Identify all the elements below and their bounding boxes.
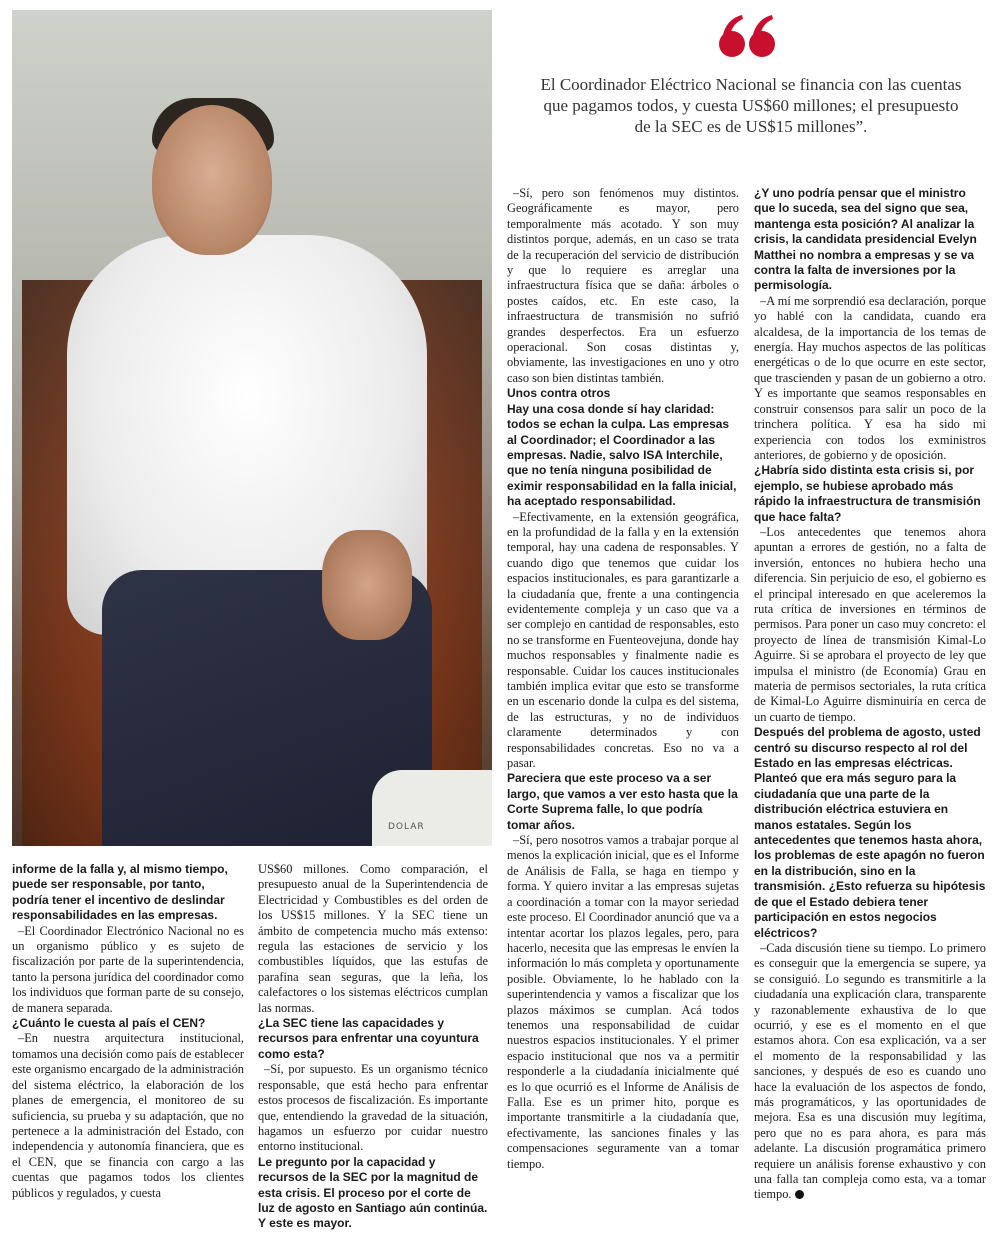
answer-paragraph: –Los antecedentes que tenemos ahora apuntan a errores de gestión, no a falta de inversión, entonces no hubiera hecho una diferencia. Sin perjuicio de eso, el gobierno es el principal interesado en que aceleremos la ruta crítica de inversiones en términos de permisos. Para poner un caso muy concreto: el proyecto de línea de transmisión Kimal-Lo Aguirre. Si se aprobara el proyecto de ley que impulsa el ministro (de Economía) Grau en materia de permisos sectoriales, la ruta crítica de Kimal-Lo Aguirre disminuiría en cerca de un cuarto de tiempo. <box>754 524 986 724</box>
question-text: ¿Cuánto le cuesta al país el CEN? <box>12 1016 206 1031</box>
question-text: informe de la falla y, al mismo tiempo, puede ser responsable, por tanto, podría tener el incentivo de deslindar responsabilidades en las empresas. <box>12 862 228 923</box>
article-column-1 <box>12 862 244 1201</box>
question-text: Pareciera que este proceso va a ser largo, que vamos a ver esto hasta que la Corte Suprema falle, lo que podría tomar años. <box>507 771 738 832</box>
photo-corner-text: DOLAR <box>388 822 425 832</box>
answer-paragraph: –A mí me sorprendió esa declaración, porque yo hablé con la candidata, cuando era alcaldesa, de la importancia de los temas de energía. Hay muchos aspectos de las políticas energéticas o de lo que ocurre en este sector, que trascienden y pasan de un gobierno a otro. Y es importante que seamos responsables en construir consensos para salir un poco de la trinchera política. Y esa ha sido mi experiencia con todos los exministros anteriores, de gobierno y de oposición. <box>754 293 986 462</box>
interview-photo <box>12 10 492 846</box>
answer-paragraph: US$60 millones. Como comparación, el presupuesto anual de la Superintendencia de Electricidad y Combustibles es del orden de los US$15 millones. Y la SEC tiene un ámbito de competencia mucho más extenso: regula las estaciones de servicio y los combustibles líquidos, que las estufas de parafina sean seguras, que la leña, los calefactores o los sistemas eléctricos cumplan las normas. <box>258 862 488 1015</box>
side-table <box>372 770 492 846</box>
answer-paragraph: –En nuestra arquitectura institucional, tomamos una decisión como país de establecer este organismo encargado de la administración del sistema eléctrico, la elaboración de los planes de emergencia, el monitoreo de su suficiencia, su prueba y su adaptación, que no pertenece a la administración del Estado, con independencia y autonomía financiera, que es el CEN, que se financia con cargo a las cuentas que pagamos todos los clientes públicos y regulados, y cuesta <box>12 1031 244 1200</box>
article-column-2 <box>258 862 488 1232</box>
article-column-4 <box>754 186 986 1203</box>
question-text: Le pregunto por la capacidad y recursos de la SEC por la magnitud de esta crisis. El proceso por el corte de luz de agosto en Santiago aún continúa. Y este es mayor. <box>258 1154 488 1231</box>
question-text: ¿Habría sido distinta esta crisis si, por ejemplo, se hubiese aprobado más rápido la infraestructura de transmisión que hace falta? <box>754 463 981 524</box>
article-end-icon <box>795 1190 804 1199</box>
answer-paragraph: –Cada discusión tiene su tiempo. Lo primero es conseguir que la emergencia se supere, ya se consiguió. Lo segundo es transmitirle a la ciudadanía una explicación clara, transparente y razonablemente exhaustiva de lo que ocurrió, y ese es el momento en el que estamos ahora. Con esa explicación, va a ser el momento de la responsabilidad y las sanciones, y después de eso es cuando uno hace la evaluación de los aspectos de fondo, más programáticos, y las oportunidades de mejora. Esa es una discusión muy legítima, pero que no es para ahora, es para más adelante. La discusión programática primero requiere un análisis forense exhaustivo y con una falla tan compleja como esta, va a tomar tiempo. <box>754 940 986 1202</box>
answer-paragraph: –El Coordinador Electrónico Nacional no es un organismo público y es sujeto de fiscalización por parte de la superintendencia, tanto la persona jurídica del coordinador como los individuos que forman parte de su consejo, de manera separada. <box>12 923 244 1015</box>
section-subheading: Unos contra otros <box>507 386 611 401</box>
answer-paragraph: –Sí, pero nosotros vamos a trabajar porque al menos la explicación inicial, que es el Informe de Análisis de Falla, se haga en tiempo y forma. Y quiero invitar a las empresas sujetas a coordinación a tomar con la mayor seriedad este proceso. El Coordinador anunció que va a intentar acortar los plazos legales, pero, para hacerlo, necesita que las empresas le envíen la información lo más completa y oportunamente posible. Obviamente, lo he hablado con la superintendencia y vamos a fiscalizar que los plazos máximos se cumplan. Acá todos tenemos una responsabilidad de cuidar nuestros espacios institucionales. Y el primer espacio institucional que nos va a permitir responderle a la ciudadanía inicialmente qué es lo que ocurrió es el Informe de Análisis de Falla. Ese es un primer hito, porque es importante transmitirle a la ciudadanía que, efectivamente, las sanciones finales y las compensaciones seguramente van a tomar tiempo. <box>507 833 739 1171</box>
question-text: ¿Y uno podría pensar que el ministro que lo suceda, sea del signo que sea, mantenga esta posición? Al analizar la crisis, la candidata presidencial Evelyn Matthei no nombra a empresas y se va contra la falta de inversiones por la permisología. <box>754 186 977 293</box>
question-text: Hay una cosa donde sí hay claridad: todos se echan la culpa. Las empresas al Coordinador; el Coordinador a las empresas. Nadie, salvo ISA Interchile, que no tenía ninguna posibilidad de eximir responsabilidad en la falla inicial, ha aceptado responsabilidad. <box>507 401 737 509</box>
article-column-3 <box>507 186 739 1172</box>
quote-mark-icon <box>718 14 778 60</box>
question-text: Después del problema de agosto, usted centró su discurso respecto al rol del Estado en las empresas eléctricas. Planteó que era más seguro para la ciudadanía que una parte de la distribución eléctrica estuviera en manos estatales. Según los antecedentes que tenemos hasta ahora, los problemas de este apagón no fueron en la distribución, sino en la transmisión. ¿Esto refuerza su hipótesis de que el Estado debiera tener participación en estos negocios eléctricos? <box>754 725 986 940</box>
answer-paragraph: –Sí, pero son fenómenos muy distintos. Geográficamente es mayor, pero temporalmente más acotado. Y son muy distintos porque, además, en un caso se trata de la recuperación del servicio de distribución y que lo requiere es arreglar una infraestructura física que se daña: árboles o postes caídos, etc. En este caso, la infraestructura de transmisión no sufrió grandes desperfectos. Era un esfuerzo operacional. Son cosas distintas y, obviamente, las investigaciones en uno y otro caso son bien distintas también. <box>507 186 739 385</box>
question-text: ¿La SEC tiene las capacidades y recursos para enfrentar una coyuntura como esta? <box>258 1016 479 1061</box>
answer-paragraph: –Efectivamente, en la extensión geográfica, en la profundidad de la falla y en la extensión temporal, hay una cadena de responsables. Y cuando digo que tenemos que cuidar los espacios institucionales, es para garantizarle a la ciudadanía que, frente a una contingencia evidentemente compleja y un caso que va a ser complejo en cantidad de responsables, esto no se transforme en Fuenteovejuna, donde hay muchos responsables y finalmente nadie es responsable. Cuidar los cauces institucionales también implica evitar que esto se transforme en un escenario donde la culpa es del sistema, de las estructuras, y no de individuos claramente determinados y con responsabilidades concretas. Eso no va a pasar. <box>507 509 739 771</box>
person-hands <box>322 530 412 640</box>
pull-quote: El Coordinador Eléctrico Nacional se financia con las cuentas que pagamos todos, y cuesta US$60 millones; el presupuesto de la SEC es de US$15 millones”. <box>540 75 962 136</box>
answer-paragraph: –Sí, por supuesto. Es un organismo técnico responsable, que está hecho para enfrentar estos procesos de fiscalización. Es importante que, entendiendo la gravedad de la situación, hagamos un esfuerzo por cuidar nuestro entorno institucional. <box>258 1062 488 1154</box>
person-head <box>152 105 272 255</box>
